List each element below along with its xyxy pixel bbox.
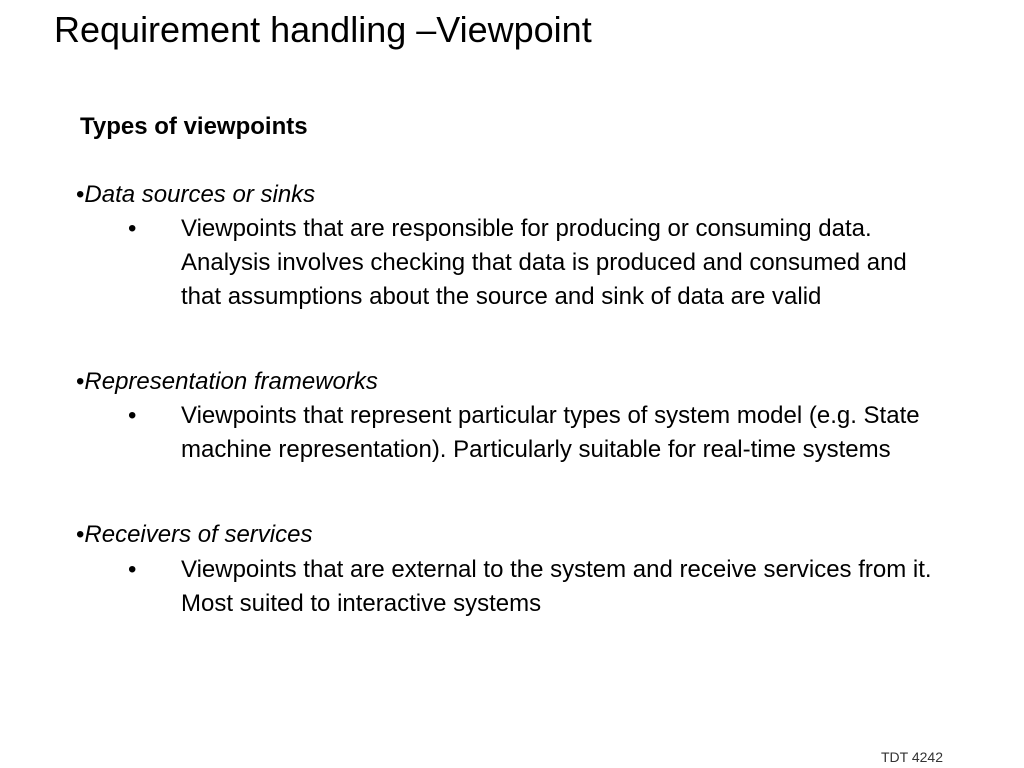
category-label: Receivers of services: [84, 521, 313, 548]
category-detail: [128, 553, 948, 621]
category-detail-text: Viewpoints that are responsible for producing or consuming data. Analysis involves checking that data is produced and consumed and that assumptions about the source and sink of data are valid: [181, 215, 907, 310]
category-data-sources: [76, 180, 315, 210]
category-label: Representation frameworks: [84, 368, 378, 395]
bullet-icon: •: [128, 402, 137, 429]
bullet-icon: •: [128, 556, 137, 583]
category-detail-text: Viewpoints that are external to the system and receive services from it. Most suited to interactive systems: [181, 556, 932, 617]
category-detail-text: Viewpoints that represent particular types of system model (e.g. State machine representation). Particularly suitable for real-time systems: [181, 402, 920, 463]
bullet-icon: •: [128, 215, 137, 242]
section-heading: Types of viewpoints: [80, 113, 308, 140]
category-detail: [128, 399, 948, 467]
category-label: Data sources or sinks: [84, 181, 316, 208]
category-detail: [128, 212, 948, 314]
category-representation-frameworks: [76, 367, 378, 397]
bullet-icon: •: [76, 181, 85, 208]
slide-title: Requirement handling –Viewpoint: [54, 9, 592, 50]
bullet-icon: •: [76, 368, 85, 395]
footer-course-code: TDT 4242: [881, 749, 943, 765]
bullet-icon: •: [76, 521, 85, 548]
category-receivers-of-services: [76, 520, 312, 550]
